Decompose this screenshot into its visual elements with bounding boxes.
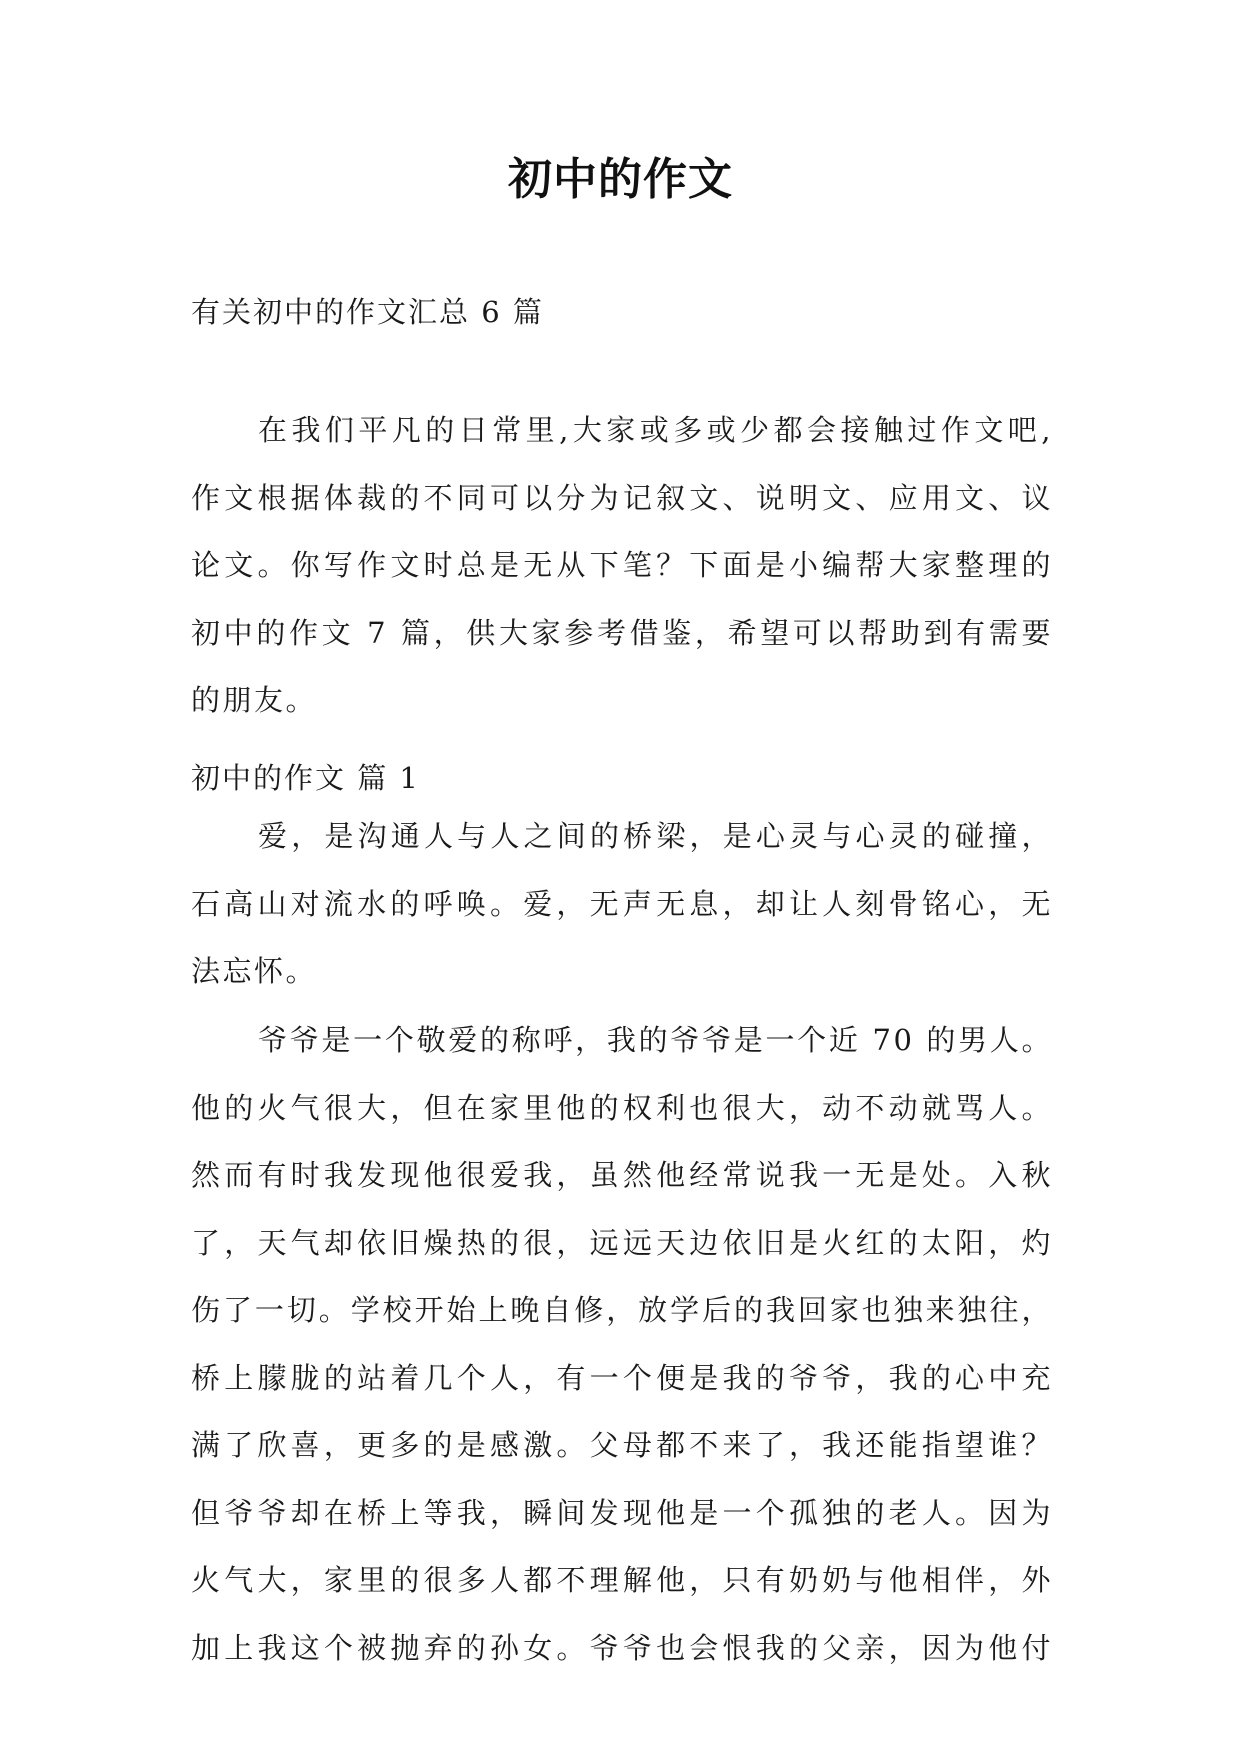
paragraph-line: 火气大，家里的很多人都不理解他，只有奶奶与他相伴，外 <box>191 1563 1053 1597</box>
body-paragraph-1 <box>191 803 1053 1006</box>
paragraph-line: 满了欣喜，更多的是感激。父母都不来了，我还能指望谁？ <box>191 1428 1053 1462</box>
intro-line: 作文根据体裁的不同可以分为记叙文、说明文、应用文、议 <box>191 480 1053 515</box>
paragraph-line: 石高山对流水的呼唤。爱，无声无息，却让人刻骨铭心，无 <box>191 886 1053 921</box>
intro-line: 的朋友。 <box>191 683 318 717</box>
section-heading: 初中的作文 篇 1 <box>191 761 420 795</box>
paragraph-line: 伤了一切。学校开始上晚自修，放学后的我回家也独来独往， <box>191 1293 1053 1327</box>
intro-line: 初中的作文 7 篇，供大家参考借鉴，希望可以帮助到有需要 <box>191 615 1053 650</box>
document-subtitle: 有关初中的作文汇总 6 篇 <box>191 295 544 329</box>
intro-paragraph <box>191 397 1053 735</box>
document-title: 初中的作文 <box>508 154 733 205</box>
paragraph-line: 爷爷是一个敬爱的称呼，我的爷爷是一个近 70 的男人。 <box>258 1023 1053 1057</box>
paragraph-line: 桥上朦胧的站着几个人，有一个便是我的爷爷，我的心中充 <box>191 1360 1053 1395</box>
paragraph-line: 但爷爷却在桥上等我，瞬间发现他是一个孤独的老人。因为 <box>191 1495 1053 1530</box>
paragraph-line: 法忘怀。 <box>191 954 318 988</box>
body-paragraph-2 <box>191 1007 1053 1682</box>
intro-line: 论文。你写作文时总是无从下笔？下面是小编帮大家整理的 <box>191 548 1053 582</box>
intro-line: 在我们平凡的日常里,大家或多或少都会接触过作文吧, <box>258 413 1053 447</box>
paragraph-line: 他的火气很大，但在家里他的权利也很大，动不动就骂人。 <box>191 1090 1053 1125</box>
paragraph-line: 加上我这个被抛弃的孙女。爷爷也会恨我的父亲，因为他付 <box>191 1630 1053 1665</box>
paragraph-line: 爱，是沟通人与人之间的桥梁，是心灵与心灵的碰撞， <box>258 819 1053 853</box>
paragraph-line: 然而有时我发现他很爱我，虽然他经常说我一无是处。入秋 <box>191 1158 1053 1192</box>
paragraph-line: 了，天气却依旧燥热的很，远远天边依旧是火红的太阳，灼 <box>191 1225 1053 1260</box>
